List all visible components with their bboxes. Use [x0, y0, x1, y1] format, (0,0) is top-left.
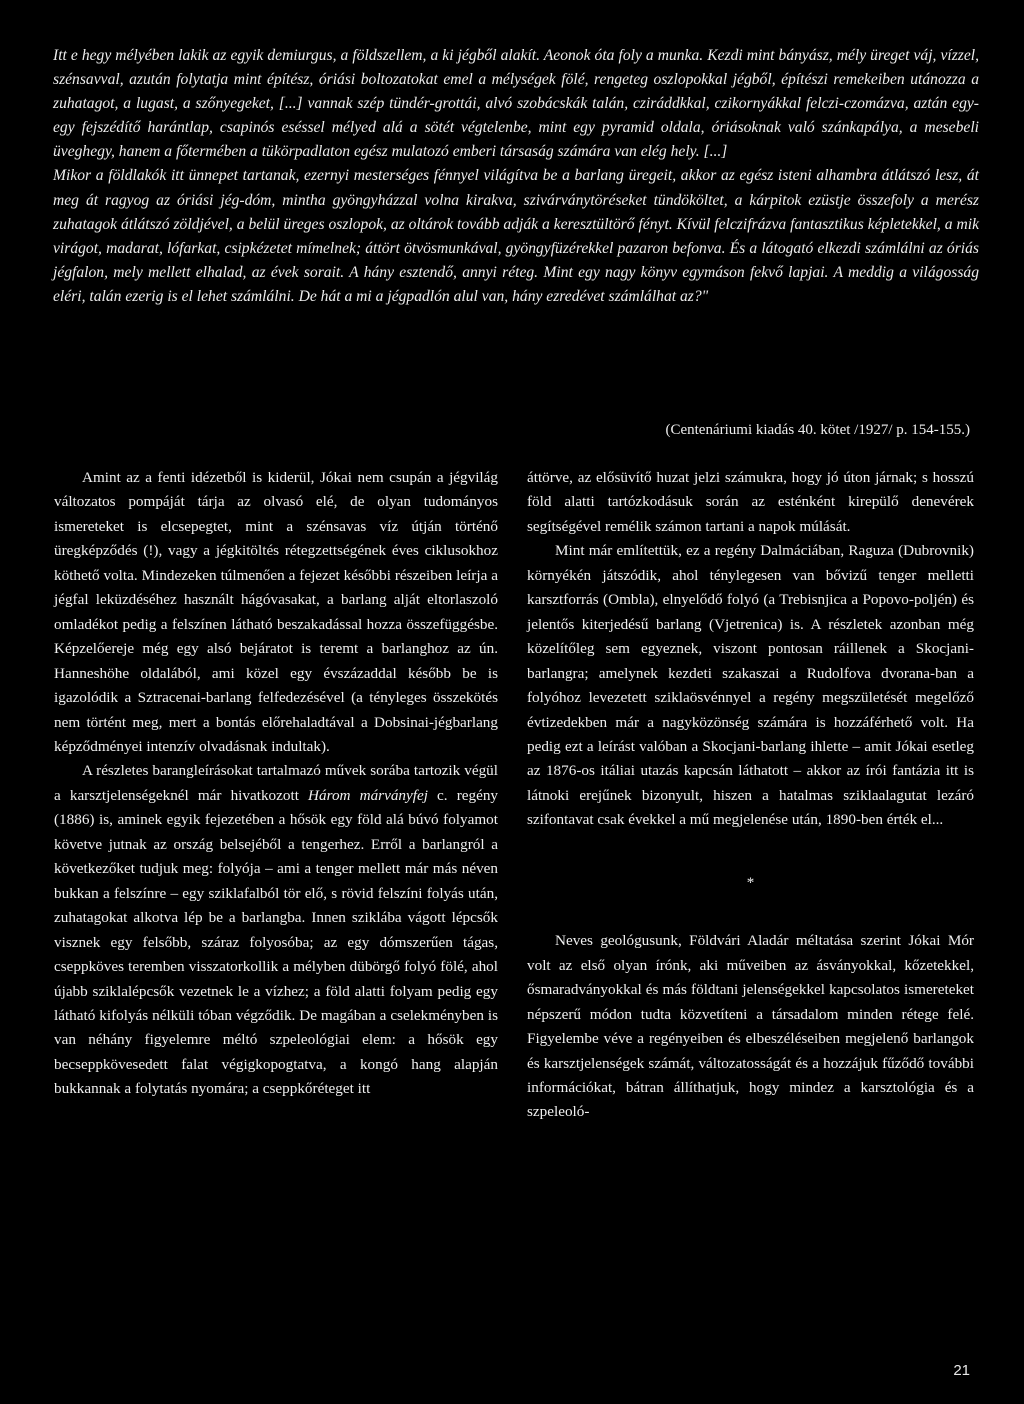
section-separator: *: [746, 874, 755, 891]
right-paragraph-1: áttörve, az elősüvítő huzat jelzi számukra, hogy jó úton járnak; s hosszú föld alatti tartózkodásuk során az esténként kirepülő denevérek segítségével remélik számon tartani a napok múlását.: [527, 469, 974, 535]
right-column: [527, 466, 974, 1125]
quote-paragraph-1: Itt e hegy mélyében lakik az egyik demiurgus, a földszellem, a ki jégből alakít. Aeonok óta foly a munka. Kezdi mint bányász, mély üreget váj, vízzel, szénsavval, azután folytatja mint építész, óriási boltozatokat emel a mélységek fölé, rengeteg oszlopokkal jégből, építészi remekeiben utánozza a zuhatagot, a lugast, a szőnyegeket, [...] vannak szép tündér-grottái, alvó szobácskák talán, cziráddkkal, czikornyákkal felczi-czomázva, aztán egy-egy fejszédítő harántlap, csapinós eséssel mélyed alá a sötét végtelenbe, mint egy pyramid oldala, óriásoknak való szánkapálya, a mesebeli üveghegy, hanem a főtermében a tükörpadlaton egész mulatozó emberi társaság számára van elég hely. [...]: [53, 47, 979, 161]
left-paragraph-1: Amint az a fenti idézetből is kiderül, Jókai nem csupán a jégvilág változatos pompáját tárja az olvasó elé, de olyan tudományos ismereteket is elcsepegtet, mint a szénsavas víz útján történő üregképződés (!), vagy a jégkitöltés rétegzettségének éves ciklusokhoz köthető volta. Mindezeken túlmenően a fejezet későbbi részeiben leírja a jégfal leküzdéséhez használt hágóvasakat, a barlang alját eltorlaszoló omladékot pedig a felszínen látható beszakadással hozza összefüggésbe. Képzelőereje még egy alsó bejáratot is teremt a barlanghoz az ún. Hanneshöhe oldalából, ami közel egy évszázaddal később be is igazolódik a Sztracenai-barlang felfedezésével (a tényleges összekötés nem történt meg, mert a bontás előrehaladtával a Dobsinai-jégbarlang képződményei intenzív olvadásnak indultak).: [54, 469, 498, 755]
quote-citation: (Centenáriumi kiadás 40. kötet /1927/ p. 154-155.): [665, 422, 970, 438]
right-paragraph-2: Mint már említettük, ez a regény Dalmáciában, Raguza (Dubrovnik) környékén játszódik, ahol ténylegesen van bővizű tenger melletti karsztforrás (Ombla), elnyelődő folyó (a Trebisnjica a Popovo-poljén) és jelentős kiterjedésű barlang (Vjetrenica) is. A részletek azonban még közelítőleg sem egyeznek, viszont pontosan ráillenek a Skocjani-barlangra; amelynek kezdeti szakaszai a Rudolfova dvorana-ban a folyóhoz levezetett sziklaösvénnyel a regény megszületését megelőző évtizedekben már a nagyközönség számára is hozzáférhető volt. Ha pedig ezt a leírást valóban a Skocjani-barlang ihlette – amit Jókai esetleg az 1876-os itáliai utazás kapcsán láthatott – akkor az írói fantázia itt is látnoki erejűnek bizonyult, hiszen a hatalmas sziklaalagutat lezáró szifontavat csak évekkel a mű megjelenése után, 1890-ben érték el...: [527, 542, 974, 829]
right-paragraph-3: Neves geológusunk, Földvári Aladár méltatása szerint Jókai Mór volt az első olyan írónk, aki műveiben az ásványokkal, kőzetekkel, ősmaradványokkal és más földtani jelenségekkel kapcsolatos ismereteket népszerű módon tudta közvetíteni a társadalom minden rétege felé. Figyelembe véve a regényeiben és elbeszéléseiben megjelenő barlangok és karsztjelenségek számát, változatosságát és a hozzájuk fűződő további információkat, bátran állíthatjuk, hogy mindez a karsztológia és a szpeleoló-: [527, 932, 974, 1121]
page-number: 21: [953, 1362, 970, 1379]
left-column: [54, 466, 498, 1102]
left-paragraph-2-start: A részletes barangleírásokat tartalmazó művek sorába tartozik végül a karsztjelenségeknél már hivatkozott: [54, 762, 498, 804]
novel-title: Három márványfej: [308, 786, 428, 804]
left-paragraph-2: [54, 759, 498, 1101]
left-paragraph-2-rest: c. regény (1886) is, aminek egyik fejezetében a hősök egy föld alá búvó folyamot követve jutnak az ország belsejéből a tengerhez. Erről a barlangról a következőket tudjuk meg: folyója – ami a tenger mellett már más néven bukkan a felszínre – egy sziklafalból tör elő, s rövid felszíni folyás után, zuhatagokat alkotva lép be a barlangba. Innen sziklába vágott lépcsők visznek egy felsőbb, száraz folyosóba; az egy dómszerűen tágas, cseppköves teremben visszatorkollik a mélyben dübörgő folyó fölé, ahol újabb sziklalépcsők vezetnek le a vízhez; a föld alatti folyam pedig egy látható kifolyás nélküli tóban végződik. De magában a cselekményben is van néhány figyelemre méltó szpeleológiai elem: a hősök egy becseppkövesedett falat végigkopogtatva, a kongó hang alapján bukkannak a folytatás nyomára; a cseppkőréteget itt: [54, 786, 499, 1098]
quote-paragraph-2: Mikor a földlakók itt ünnepet tartanak, ezernyi mesterséges fénnyel világítva be a barlang üregeit, akkor az egész isteni alhambra átlátszó lesz, át meg át ragyog az óriási jég-dóm, mintha gyöngyházzal volna kirakva, szivárványtöréseket tündököltet, a kárpitok ezüstje összefoly a merész zuhatagok átlátszó zöldjével, a belül üreges oszlopok, az oltárok tovább adják a keresztültörő fényt. Kívül felczifrázva fantasztikus képletekkel, a mik virágot, madarat, lófarkat, csipkézetet mímelnek; áttört ötvösmunkával, gyöngyfüzérekkel pazaron befonva. És a látogató elkezdi számlálni az óriás jégfalon, mely mellett elhalad, az évek sorait. A hány esztendő, annyi réteg. Mint egy nagy könyv egymáson fekvő lapjai. A meddig a világosság eléri, talán ezerig is el lehet számlálni. De hát a mi a jégpadlón alul van, hány ezredévet számlálhat az?": [53, 167, 979, 305]
quotation-block: [53, 44, 979, 309]
